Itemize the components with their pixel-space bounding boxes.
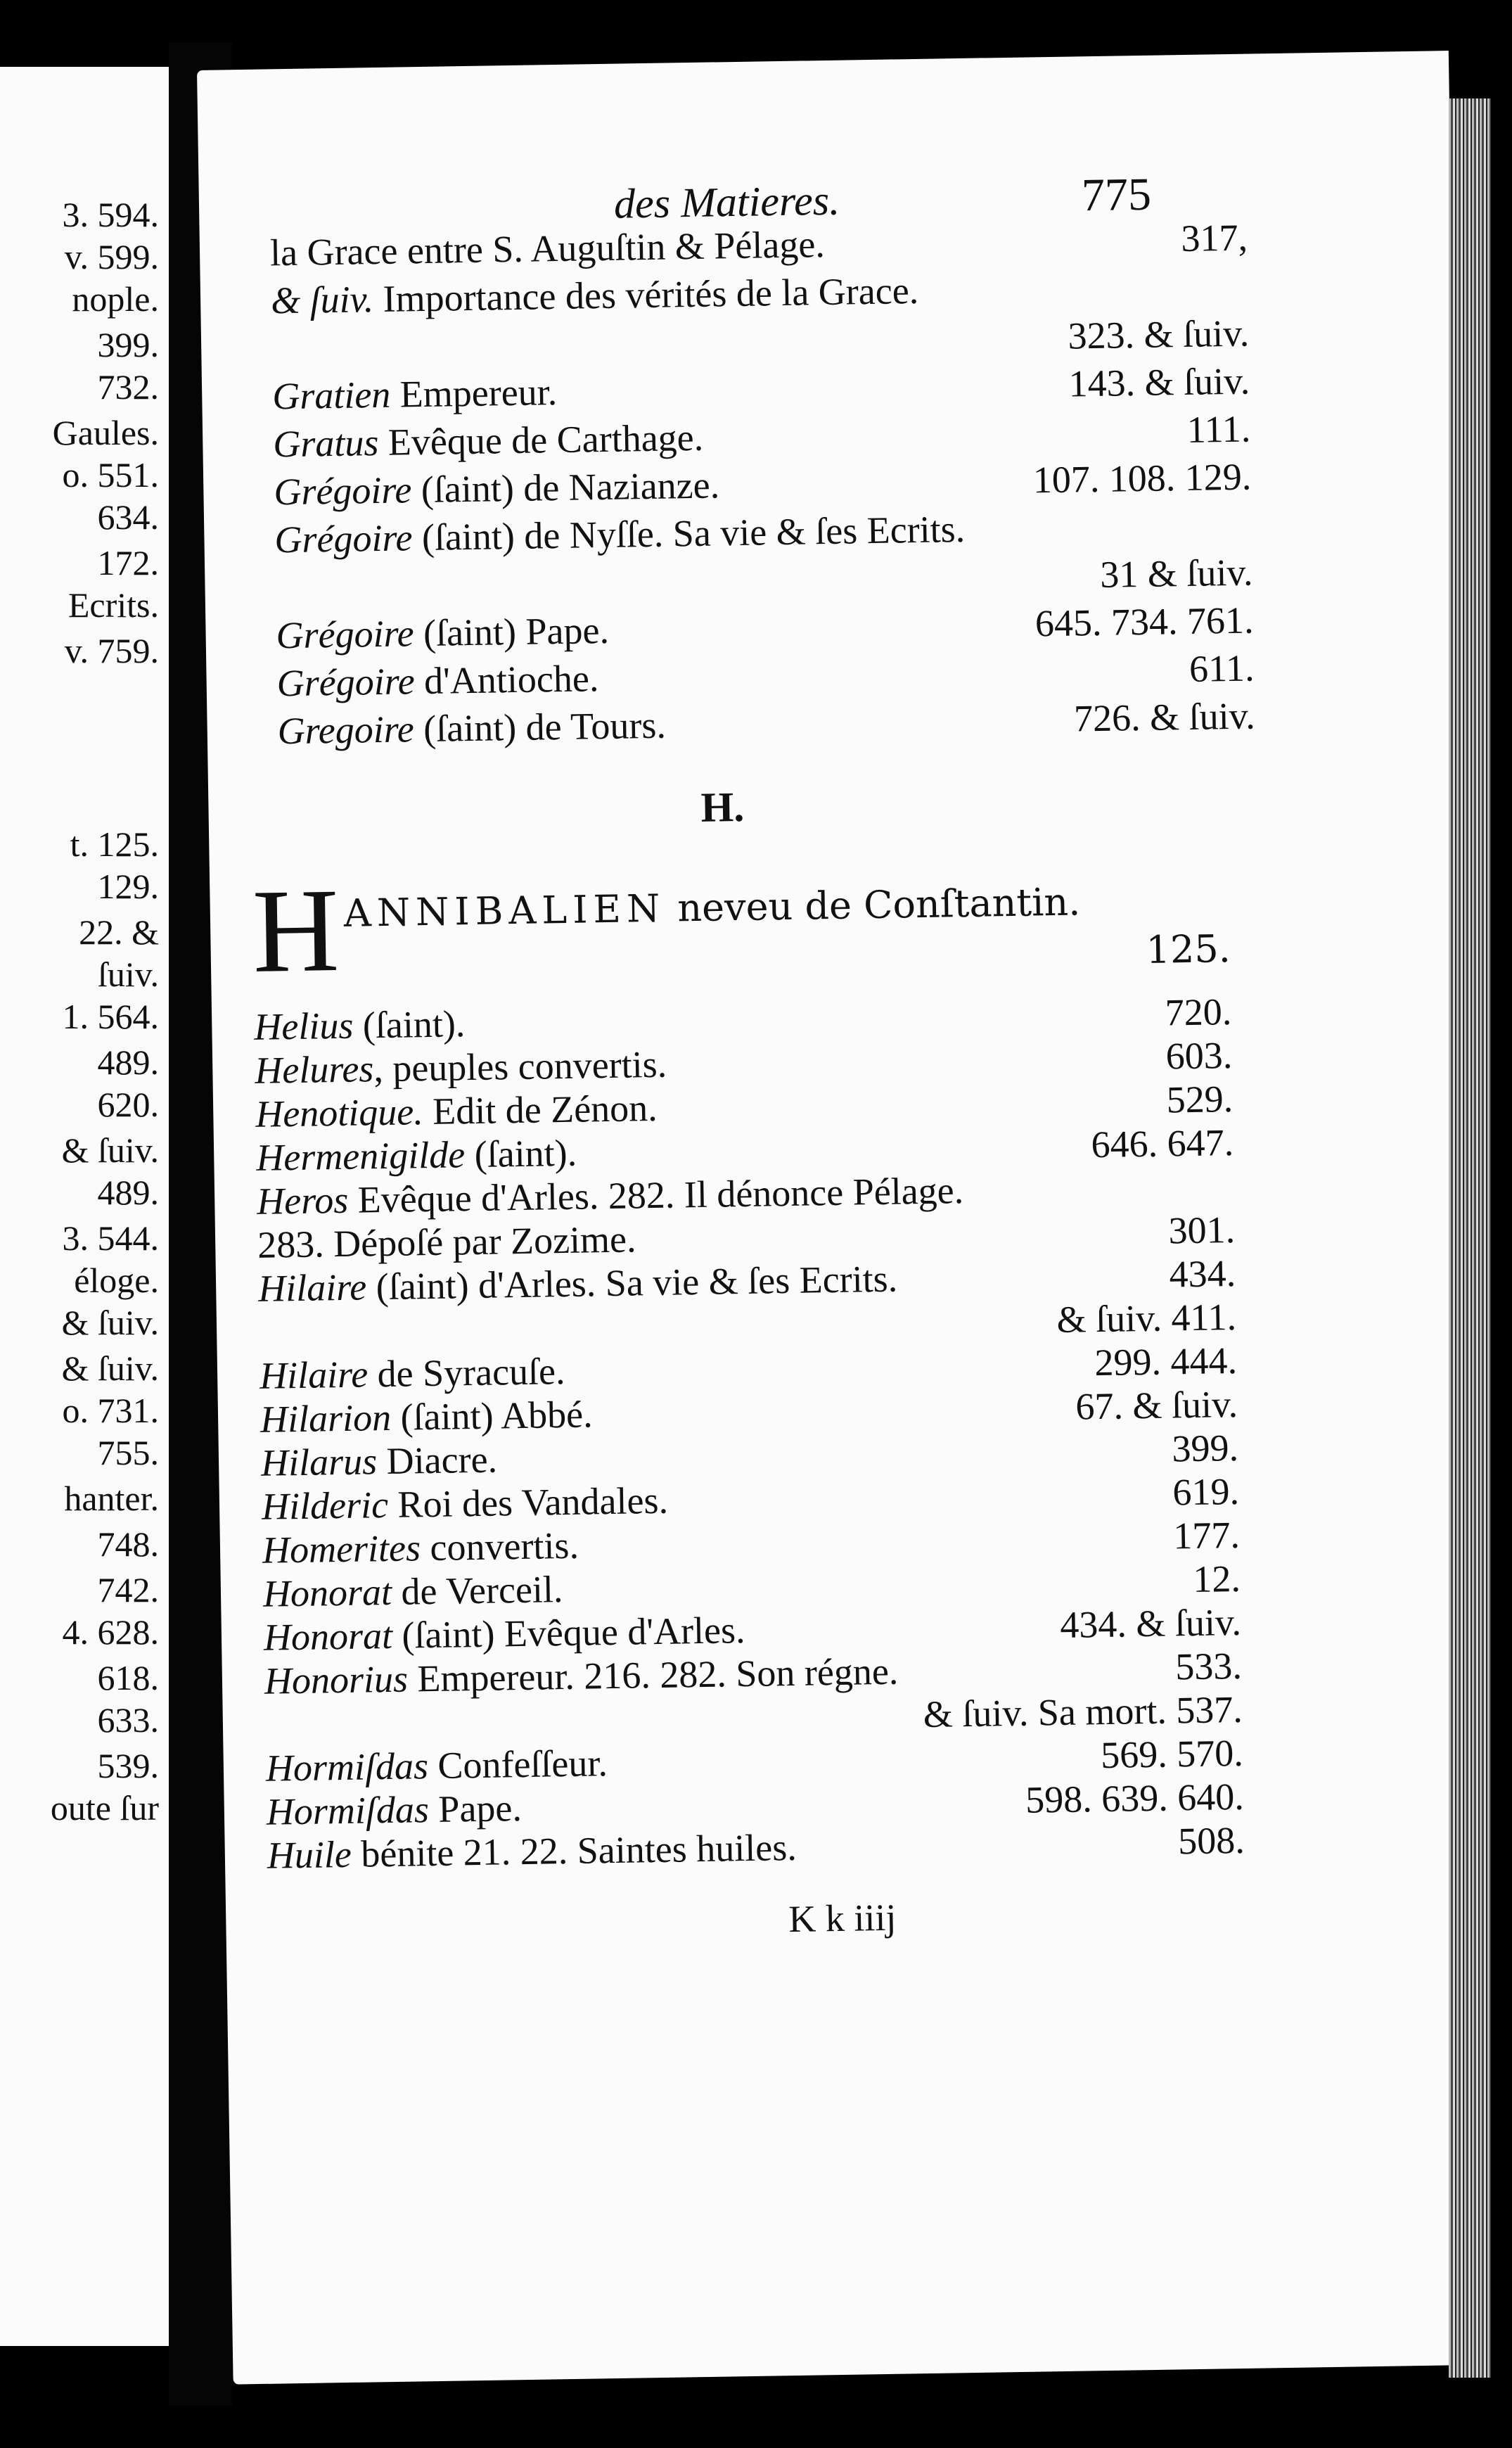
entry-pages: 12.: [1192, 1557, 1241, 1601]
entry-text: (ſaint) d'Arles. Sa vie & ſes Ecrits.: [366, 1257, 898, 1308]
left-page-line: 399.: [97, 325, 159, 364]
left-page-line: 172.: [97, 543, 159, 582]
entry-text: Edit de Zénon.: [423, 1086, 658, 1133]
first-h-term: ANNIBALIEN: [343, 886, 666, 936]
entry-term: Hormiſdas: [265, 1745, 429, 1790]
left-page-line: éloge.: [74, 1261, 159, 1300]
entry-pages: 598. 639. 640.: [1025, 1775, 1245, 1821]
page-number: 775: [1081, 168, 1152, 222]
entry-pages: 107. 108. 129.: [1032, 455, 1252, 502]
entry-term: Hilarus: [260, 1440, 378, 1484]
left-page-line: v. 759.: [64, 631, 159, 670]
left-page-line: 539.: [97, 1746, 159, 1785]
left-page-line: nople.: [72, 279, 159, 319]
entry-text: Importance des vérités de la Grace.: [373, 269, 919, 321]
right-page: [197, 51, 1485, 2385]
left-page-line: ſuiv.: [97, 955, 159, 994]
dropcap-letter: H: [251, 863, 340, 997]
left-page-line: 129.: [97, 867, 159, 906]
entry-pages: 619.: [1172, 1470, 1240, 1514]
left-page-line: 1. 564.: [62, 997, 159, 1036]
entry-text: convertis.: [420, 1524, 579, 1569]
left-page-line: Ecrits.: [68, 585, 159, 625]
left-page-line: 3. 594.: [62, 195, 159, 234]
entry-text: de Syracuſe.: [367, 1350, 565, 1396]
left-page-line: v. 599.: [64, 237, 159, 276]
entry-term: Hilaire: [259, 1353, 369, 1397]
entry-term: Hilarion: [260, 1396, 392, 1441]
left-page-line: 634.: [97, 497, 159, 537]
entry-text: Evêque de Carthage.: [378, 416, 704, 464]
entry-text: Empereur. 216. 282. Son régne.: [407, 1650, 899, 1700]
left-page-line: 620.: [97, 1085, 159, 1124]
entry-text: (ſaint) Abbé.: [390, 1393, 594, 1439]
left-page-line: 618.: [97, 1658, 159, 1697]
entry-pages: 323. & ſuiv.: [1068, 312, 1250, 357]
entry-pages: 143. & ſuiv.: [1068, 359, 1250, 405]
left-page-line: hanter.: [64, 1479, 159, 1518]
entry-text: Empereur.: [390, 371, 558, 416]
entry-text: bénite 21. 22. Saintes huiles.: [351, 1825, 797, 1875]
left-page-line: 748.: [97, 1524, 159, 1564]
entry-pages: 111.: [1186, 407, 1251, 451]
left-page-line: 489.: [97, 1043, 159, 1082]
left-page-line: 742.: [97, 1570, 159, 1609]
entry-term: Gratus: [272, 421, 379, 466]
entry-text: , peuples convertis.: [373, 1043, 667, 1090]
left-page-line: o. 731.: [62, 1391, 159, 1430]
entry-text: Diacre.: [376, 1438, 498, 1483]
entry-pages: 177.: [1172, 1513, 1241, 1557]
entry-term: Grégoire: [274, 516, 413, 561]
entry-term: Hilaire: [257, 1266, 367, 1310]
first-h-text: neveu de Conſtantin.: [665, 879, 1081, 931]
entry-pages: 569. 570.: [1100, 1731, 1244, 1777]
entry-term: Hilderic: [261, 1483, 389, 1528]
entry-text: Pape.: [428, 1787, 523, 1831]
entry-text: (ſaint) de Nyſſe. Sa vie & ſes Ecrits.: [411, 507, 966, 559]
entry-term: Grégoire: [273, 468, 412, 514]
entry-text: (ſaint).: [464, 1131, 577, 1176]
entry-text: d'Antioche.: [414, 657, 599, 703]
entry-term: Hermenigilde: [255, 1133, 466, 1179]
left-page-line: 633.: [97, 1700, 159, 1740]
entry-pages: 726. & ſuiv.: [1073, 694, 1256, 740]
section-letter: H.: [700, 783, 745, 831]
entry-pages: & ſuiv. 411.: [1056, 1296, 1237, 1341]
entry-text: Confeſſeur.: [428, 1742, 608, 1787]
left-page-line: 3. 544.: [62, 1218, 159, 1258]
entry-term: Helures: [254, 1047, 374, 1092]
left-page-line: o. 551.: [62, 455, 159, 495]
entry-text: Roi des Vandales.: [387, 1479, 669, 1526]
entry-text: 283. Dépoſé par Zozime.: [257, 1218, 636, 1266]
entry-term: Gratien: [271, 373, 391, 418]
entry-pages: 399.: [1171, 1426, 1239, 1470]
entry-text: de Verceil.: [391, 1568, 563, 1613]
entry-text: Evêque d'Arles. 282. Il dénonce Pélage.: [347, 1169, 964, 1221]
running-title: des Matieres.: [613, 177, 840, 227]
left-page-line: 22. &: [79, 912, 159, 952]
entry-pages: 301.: [1168, 1209, 1236, 1252]
entry-term: Hormiſdas: [266, 1788, 430, 1833]
left-page-line: 4. 628.: [62, 1612, 159, 1652]
entry-pages: 31 & ſuiv.: [1099, 551, 1253, 596]
entry-pages: 533.: [1174, 1644, 1243, 1688]
entry-text: la Grace entre S. Auguſtin & Pélage.: [269, 223, 826, 274]
entry-term: Gregoire: [277, 708, 415, 753]
entry-term: Huile: [267, 1832, 352, 1877]
entry-pages: 720.: [1165, 990, 1232, 1034]
entry-text: (ſaint) de Tours.: [414, 703, 667, 751]
left-page-line: 755.: [97, 1433, 159, 1472]
entry-pages: 299. 444.: [1094, 1339, 1238, 1384]
entry-pages: 645. 734. 761.: [1034, 599, 1254, 645]
index-entry: [277, 694, 1255, 753]
entry-term: Homerites: [262, 1526, 421, 1572]
entry-pages: 67. & ſuiv.: [1075, 1382, 1238, 1428]
entry-pages: 611.: [1189, 646, 1255, 690]
page-edges: [1449, 98, 1491, 2378]
left-page-fragment: [0, 67, 172, 2346]
entry-pages: 434.: [1169, 1252, 1236, 1296]
first-h-pages: 125.: [1146, 926, 1231, 972]
entry-term: Helius: [253, 1004, 354, 1048]
left-page-line: t. 125.: [70, 824, 159, 864]
left-page-line: & ſuiv.: [61, 1303, 159, 1342]
left-page-line: & ſuiv.: [61, 1130, 159, 1170]
entry-term: Grégoire: [276, 612, 415, 657]
entry-text: (ſaint) de Nazianze.: [411, 464, 720, 511]
entry-pages: 317,: [1180, 216, 1248, 260]
entry-term: Grégoire: [276, 660, 416, 705]
entry-term: Heros: [256, 1178, 349, 1223]
left-page-line: 732.: [97, 367, 159, 407]
entry-text: (ſaint).: [352, 1002, 466, 1047]
entry-pages: 508.: [1177, 1818, 1245, 1863]
entry-pages: 603.: [1165, 1034, 1233, 1078]
entry-term: Honorat: [263, 1614, 393, 1659]
signature-mark: K k iiij: [788, 1896, 897, 1941]
entry-text: (ſaint) Evêque d'Arles.: [392, 1609, 745, 1657]
left-page-line: & ſuiv.: [61, 1349, 159, 1388]
left-page-line: Gaules.: [52, 413, 159, 452]
entry-pages: 434. & ſuiv.: [1059, 1600, 1242, 1646]
entry-pages: 529.: [1166, 1078, 1234, 1121]
entry-term: Honorat: [262, 1570, 392, 1615]
entry-term: Honorius: [264, 1657, 409, 1702]
entry-pages: & ſuiv. Sa mort. 537.: [923, 1688, 1243, 1736]
entry-term: & ſuiv.: [270, 278, 374, 322]
entry-pages: 646. 647.: [1091, 1121, 1234, 1166]
entry-term: Henotique.: [255, 1090, 424, 1135]
entry-text: (ſaint) Pape.: [414, 608, 610, 655]
left-page-line: oute ſur: [50, 1788, 159, 1828]
left-page-line: 489.: [97, 1173, 159, 1212]
